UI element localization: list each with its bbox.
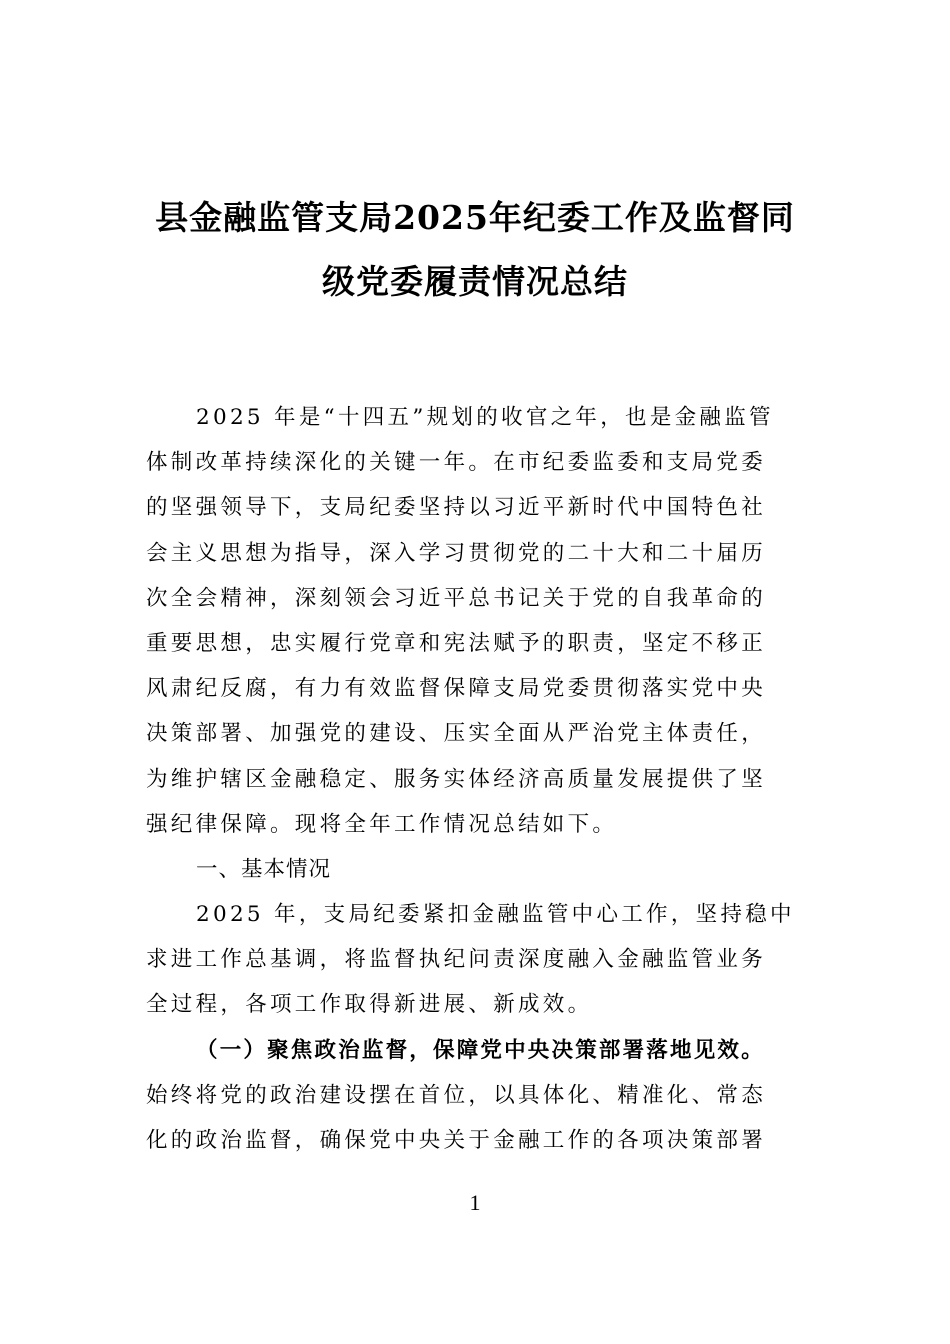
paragraph-line: 2025 年是“十四五”规划的收官之年，也是金融监管 <box>196 405 774 430</box>
document-title <box>120 186 830 314</box>
paragraph-line: 次全会精神，深刻领会习近平总书记关于党的自我革命的 <box>146 585 767 611</box>
section1-paragraph <box>146 892 806 1028</box>
intro-paragraph <box>146 395 806 847</box>
paragraph-line: 为维护辖区金融稳定、服务实体经济高质量发展提供了坚 <box>146 766 767 792</box>
sub-section-heading: （一）聚焦政治监督，保障党中央决策部署落地见效。 <box>196 1037 765 1063</box>
paragraph-line: 化的政治监督，确保党中央关于金融工作的各项决策部署 <box>146 1128 767 1153</box>
paragraph-line: 重要思想，忠实履行党章和宪法赋予的职责，坚定不移正 <box>146 630 767 656</box>
section-heading-basic: 一、基本情况 <box>196 856 332 882</box>
paragraph-line: 会主义思想为指导，深入学习贯彻党的二十大和二十届历 <box>146 540 767 566</box>
title-line: 级党委履责情况总结 <box>322 262 628 301</box>
paragraph-line: 的坚强领导下，支局纪委坚持以习近平新时代中国特色社 <box>146 495 767 521</box>
page-number: 1 <box>469 1190 481 1215</box>
paragraph-line: 求进工作总基调，将监督执纪问责深度融入金融监管业务 <box>146 947 767 973</box>
title-line: 县金融监管支局2025年纪委工作及监督同 <box>155 198 795 237</box>
sub-section-1 <box>146 1028 806 1164</box>
paragraph-line: 2025 年，支局纪委紧扣金融监管中心工作，坚持稳中 <box>196 902 795 928</box>
paragraph-line: 风肃纪反腐，有力有效监督保障支局党委贯彻落实党中央 <box>146 676 767 702</box>
paragraph-line: 始终将党的政治建设摆在首位，以具体化、精准化、常态 <box>146 1082 767 1108</box>
document-body <box>146 395 806 1163</box>
paragraph-line: 全过程，各项工作取得新进展、新成效。 <box>146 992 593 1018</box>
paragraph-line: 体制改革持续深化的关键一年。在市纪委监委和支局党委 <box>146 450 767 476</box>
paragraph-line: 强纪律保障。现将全年工作情况总结如下。 <box>146 811 618 837</box>
paragraph-line: 决策部署、加强党的建设、压实全面从严治党主体责任， <box>146 721 767 747</box>
